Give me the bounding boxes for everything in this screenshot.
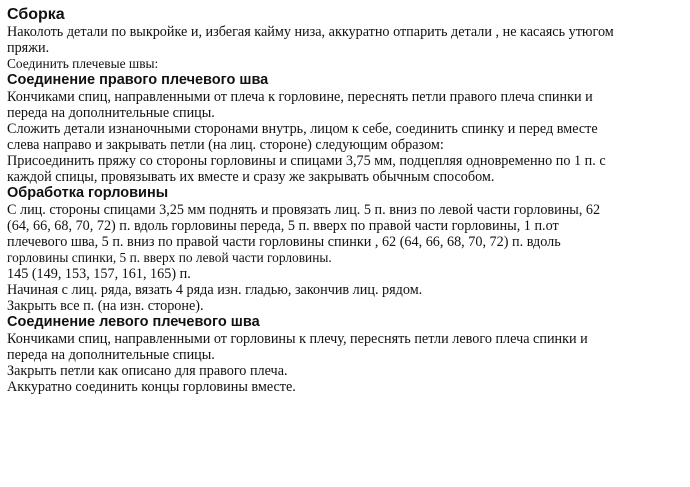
paragraph-line: С лиц. стороны спицами 3,25 мм поднять и провязать лиц. 5 п. вниз по левой части горловины, 62 [7,202,601,218]
paragraph-line: горловины спинки, 5 п. вверх по левой части горловины. [7,250,332,265]
paragraph-line: (64, 66, 68, 70, 72) п. вдоль горловины переда, 5 п. вверх по правой части горловины, 1 п.от [7,218,559,234]
paragraph-line: Начиная с лиц. ряда, вязать 4 ряда изн. гладью, закончив лиц. рядом. [7,282,423,298]
intro-line: Наколоть детали по выкройке и, избегая кайму низа, аккуратно отпарить детали , не касаясь утюгом [7,24,614,40]
paragraph-line: плечевого шва, 5 п. вниз по правой части горловины спинки , 62 (64, 66, 68, 70, 72) п. вдоль [7,234,561,250]
paragraph-line: переда на дополнительные спицы. [7,347,215,363]
paragraph-line: Присоединить пряжу со стороны горловины и спицами 3,75 мм, подцепляя одновременно по 1 п. с [7,153,606,169]
intro-line: Соединить плечевые швы: [7,56,159,71]
section-heading-left-shoulder: Соединение левого плечевого шва [7,314,260,330]
paragraph-line: переда на дополнительные спицы. [7,105,215,121]
paragraph-line: Сложить детали изнаночными сторонами внутрь, лицом к себе, соединить спинку и перед вместе [7,121,598,137]
paragraph-line: 145 (149, 153, 157, 161, 165) п. [7,266,191,282]
paragraph-line: каждой спицы, провязывать их вместе и сразу же закрывать обычным способом. [7,169,495,185]
page-title: Сборка [7,6,65,23]
section-heading-neckline: Обработка горловины [7,185,169,201]
paragraph-line: Закрыть петли как описано для правого плеча. [7,363,288,379]
paragraph-line: Кончиками спиц, направленными от горловины к плечу, переснять петли левого плеча спинки и [7,331,588,347]
paragraph-line: слева направо и закрывать петли (на лиц. стороне) следующим образом: [7,137,444,153]
intro-line: пряжи. [7,40,50,56]
section-heading-right-shoulder: Соединение правого плечевого шва [7,72,269,88]
paragraph-line: Аккуратно соединить концы горловины вместе. [7,379,296,395]
paragraph-line: Кончиками спиц, направленными от плеча к горловине, переснять петли правого плеча спинки и [7,89,593,105]
paragraph-line: Закрыть все п. (на изн. стороне). [7,298,204,314]
document-page [7,5,683,395]
